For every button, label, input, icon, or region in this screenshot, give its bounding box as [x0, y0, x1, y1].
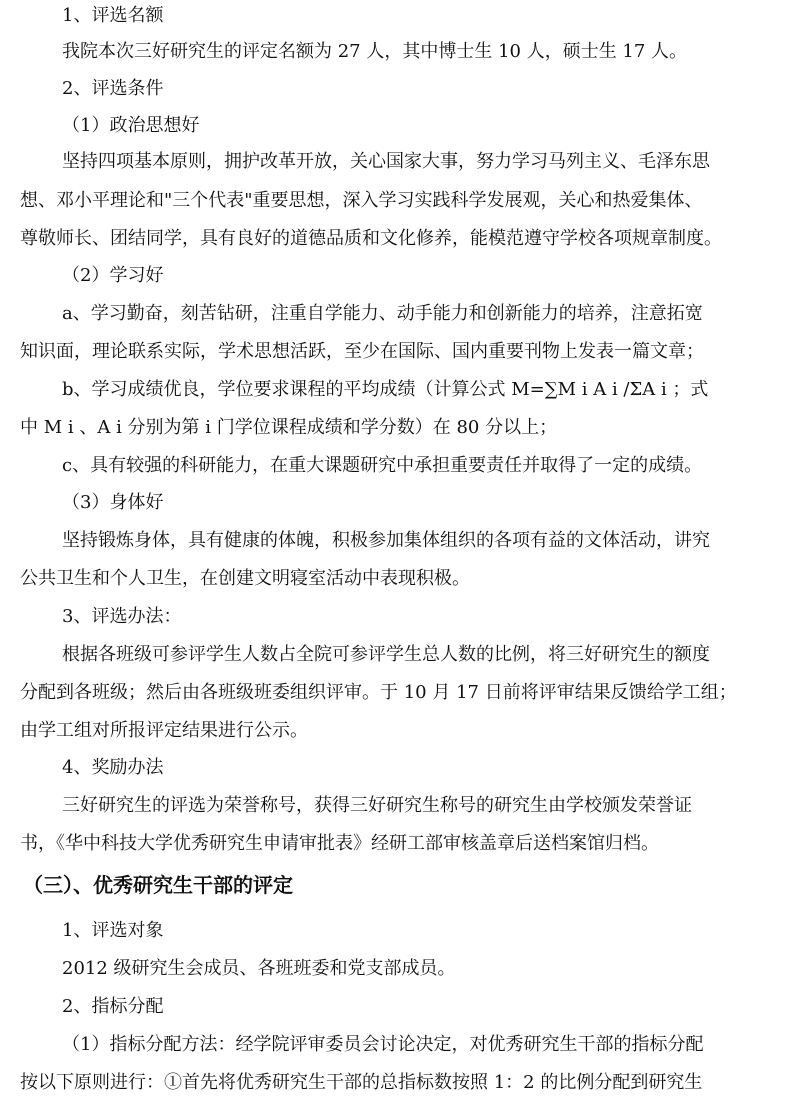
paragraph-line: 按以下原则进行：①首先将优秀研究生干部的总指标数按照 1：2 的比例分配到研究生 [20, 1072, 703, 1093]
section-heading-method: 3、评选办法： [62, 606, 182, 627]
section-heading-target: 1、评选对象 [62, 920, 164, 941]
paragraph-line: 中 M i 、A i 分别为第 i 门学位课程成绩和学分数）在 80 分以上； [20, 417, 558, 438]
paragraph-line: 想、邓小平理论和"三个代表"重要思想，深入学习实践科学发展观，关心和热爱集体、 [20, 190, 703, 211]
section-heading-quota: 1、评选名额 [62, 5, 164, 26]
paragraph-line: 公共卫生和个人卫生，在创建文明寝室活动中表现积极。 [20, 568, 470, 589]
paragraph-line: 2012 级研究生会成员、各班班委和党支部成员。 [62, 958, 456, 979]
paragraph-line: 分配到各班级；然后由各班级班委组织评审。于 10 月 17 日前将评审结果反馈给学工组； [20, 682, 737, 703]
paragraph-line: 知识面，理论联系实际，学术思想活跃，至少在国际、国内重要刊物上发表一篇文章； [20, 341, 704, 362]
subheading-health: （3）身体好 [62, 492, 164, 513]
paragraph-line: 书，《华中科技大学优秀研究生申请审批表》经研工部审核盖章后送档案馆归档。 [20, 833, 659, 854]
subheading-political: （1）政治思想好 [62, 115, 200, 136]
section-heading-allocation: 2、指标分配 [62, 996, 164, 1017]
paragraph-line: c、具有较强的科研能力，在重大课题研究中承担重要责任并取得了一定的成绩。 [62, 455, 703, 476]
paragraph-line: a、学习勤奋，刻苦钻研，注重自学能力、动手能力和创新能力的培养，注意拓宽 [62, 303, 703, 324]
section-heading-rewards: 4、奖励办法 [62, 757, 164, 778]
paragraph-line: 三好研究生的评选为荣誉称号，获得三好研究生称号的研究生由学校颁发荣誉证 [62, 795, 692, 816]
paragraph-line: （1）指标分配方法：经学院评审委员会讨论决定，对优秀研究生干部的指标分配 [62, 1034, 704, 1055]
paragraph-line: 由学工组对所报评定结果进行公示。 [20, 720, 308, 741]
paragraph-line: 坚持四项基本原则，拥护改革开放，关心国家大事，努力学习马列主义、毛泽东思 [62, 151, 710, 172]
paragraph-line: 我院本次三好研究生的评定名额为 27 人，其中博士生 10 人，硕士生 17 人。 [62, 41, 688, 62]
paragraph-line: 尊敬师长、团结同学，具有良好的道德品质和文化修养，能模范遵守学校各项规章制度。 [20, 228, 722, 249]
section-heading-conditions: 2、评选条件 [62, 78, 164, 99]
subheading-study: （2）学习好 [62, 265, 164, 286]
paragraph-line: 根据各班级可参评学生人数占全院可参评学生总人数的比例，将三好研究生的额度 [62, 644, 710, 665]
section-title-outstanding-cadres: （三）、优秀研究生干部的评定 [23, 873, 293, 897]
paragraph-line: 坚持锻炼身体，具有健康的体魄，积极参加集体组织的各项有益的文体活动，讲究 [62, 530, 710, 551]
paragraph-line: b、学习成绩优良，学位要求课程的平均成绩（计算公式 M=∑M i A i /ΣA i ；式 [62, 379, 709, 400]
